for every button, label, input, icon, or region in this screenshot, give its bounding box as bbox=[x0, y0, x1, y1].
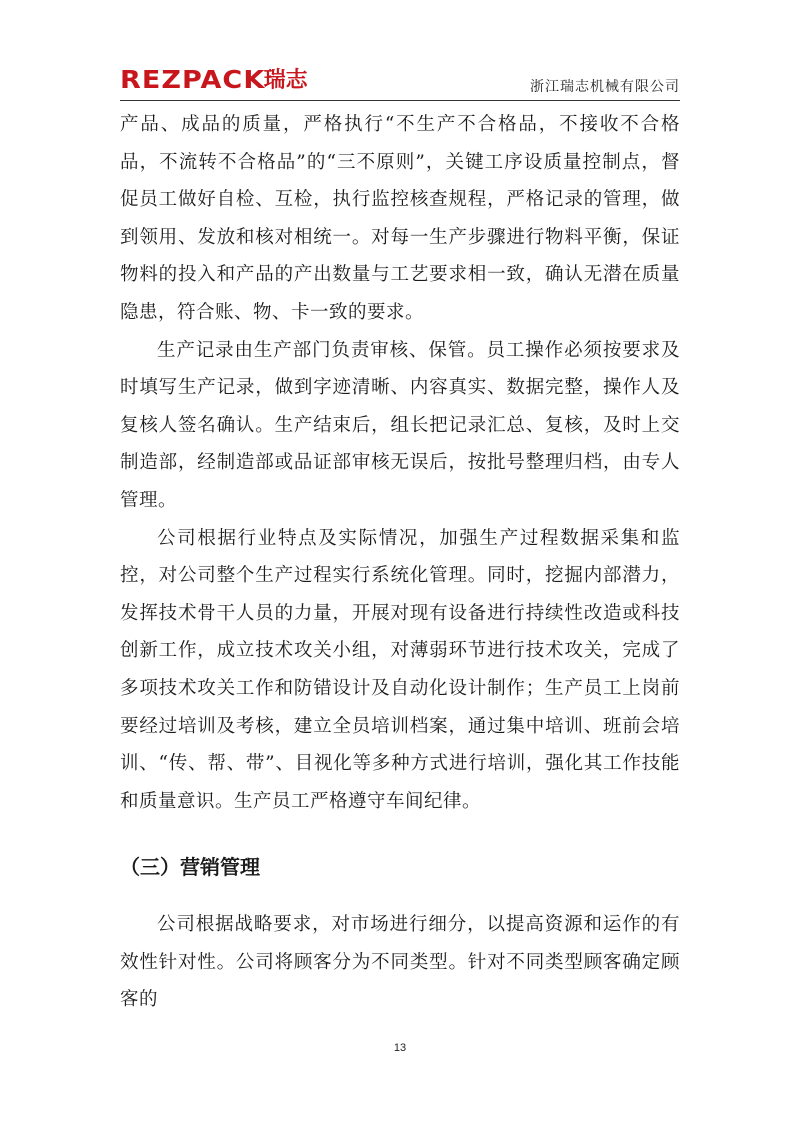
page-number: 13 bbox=[393, 1042, 407, 1054]
logo-chinese-name: 瑞志 bbox=[263, 68, 308, 93]
company-name: 浙江瑞志机械有限公司 bbox=[530, 79, 680, 95]
paragraph-process-management: 公司根据行业特点及实际情况，加强生产过程数据采集和监控，对公司整个生产过程实行系统化管理。同时，挖掘内部潜力，发挥技术骨干人员的力量，开展对现有设备进行持续性改造或科技创新工作，成立技术攻关小组，对薄弱环节进行技术攻关，完成了多项技术攻关工作和防错设计及自动化设计制作；生产员工上岗前要经过培训及考核，建立全员培训档案，通过集中培训、班前会培训、“传、帮、带”、目视化等多种方式进行培训，强化其工作技能和质量意识。生产员工严格遵守车间纪律。 bbox=[120, 527, 680, 812]
paragraph-quality-control: 产品、成品的质量，严格执行“不生产不合格品，不接收不合格品，不流转不合格品”的“三不原则”，关键工序设质量控制点，督促员工做好自检、互检，执行监控核查规程，严格记录的管理，做到领用、发放和核对相统一。对每一生产步骤进行物料平衡，保证物料的投入和产品的产出数量与工艺要求相一致，确认无潜在质量隐患，符合账、物、卡一致的要求。 bbox=[120, 114, 680, 323]
section-heading: （三）营销管理 bbox=[120, 855, 260, 880]
paragraph-marketing: 公司根据战略要求，对市场进行细分，以提高资源和运作的有效性针对性。公司将顾客分为不同类型。针对不同类型顾客确定顾客的 bbox=[120, 914, 680, 1011]
document-body bbox=[120, 106, 680, 1019]
logo-wordmark: REZPACK bbox=[120, 65, 266, 94]
company-logo bbox=[120, 64, 308, 94]
header-divider bbox=[120, 100, 680, 101]
page-header bbox=[120, 64, 680, 100]
paragraph-production-records: 生产记录由生产部门负责审核、保管。员工操作必须按要求及时填写生产记录，做到字迹清晰、内容真实、数据完整，操作人及复核人签名确认。生产结束后，组长把记录汇总、复核，及时上交制造部，经制造部或品证部审核无误后，按批号整理归档，由专人管理。 bbox=[120, 339, 680, 511]
